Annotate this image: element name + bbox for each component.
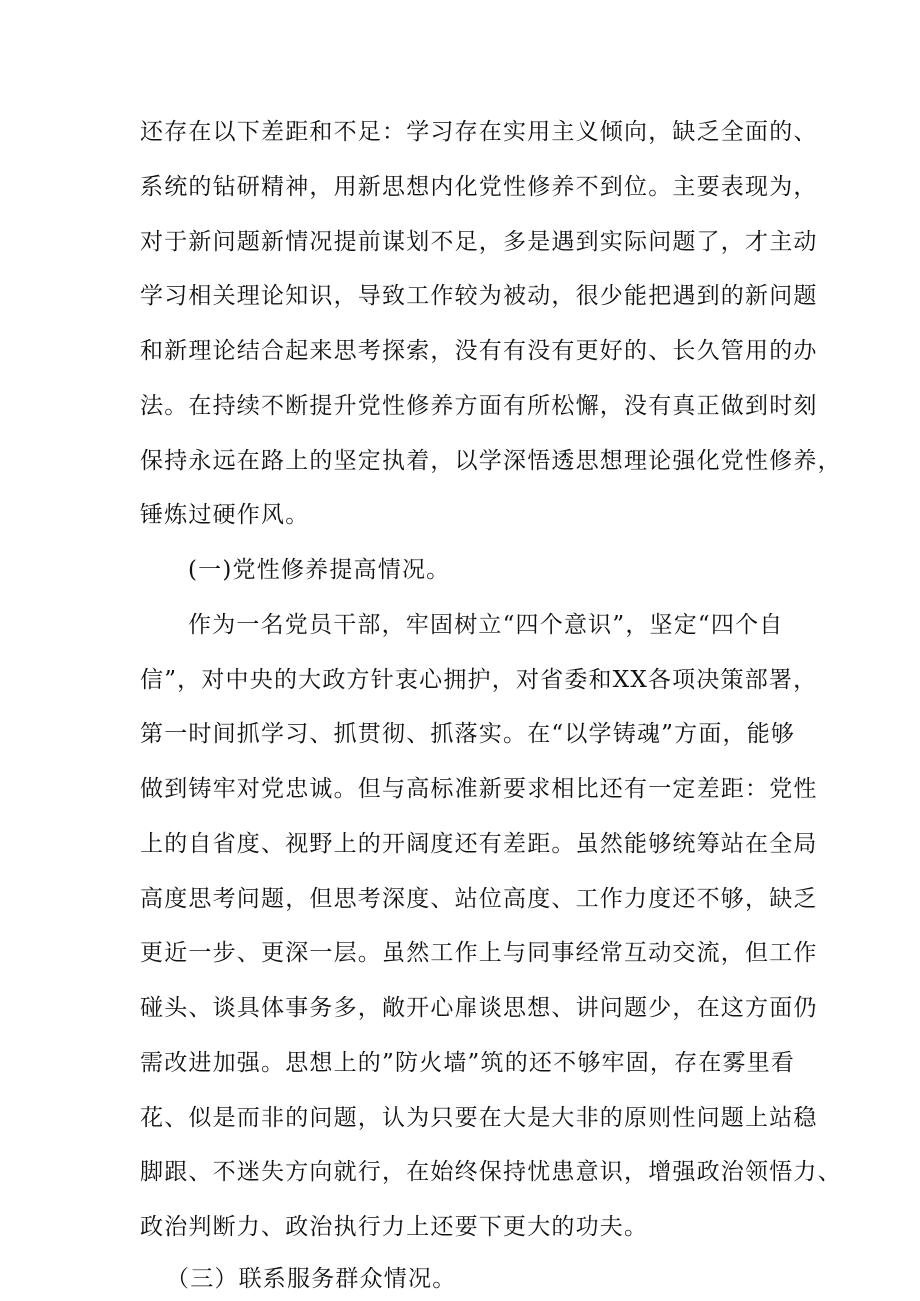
paragraph-2-line-1: 作为一名党员干部，牢固树立“四个意识”，坚定“四个自	[188, 612, 784, 638]
paragraph-2-line-5: 上的自省度、视野上的开阔度还有差距。虽然能够统筹站在全局	[140, 831, 818, 857]
section-heading-1: (一)党性修养提高情况。	[188, 557, 451, 583]
paragraph-2-line-3: 第一时间抓学习、抓贯彻、抓落实。在“以学铸魂”方面，能够	[140, 721, 796, 747]
paragraph-1-line-6: 法。在持续不断提升党性修养方面有所松懈，没有真正做到时刻	[140, 393, 818, 419]
paragraph-1-line-7: 保持永远在路上的坚定执着，以学深悟透思想理论强化党性修养，	[140, 448, 842, 474]
paragraph-2-line-9: 需改进加强。思想上的”防火墙”筑的还不够牢固，存在雾里看	[140, 1050, 796, 1076]
paragraph-1-line-2: 系统的钻研精神，用新思想内化党性修养不到位。主要表现为，	[140, 174, 818, 200]
paragraph-1-line-5: 和新理论结合起来思考探索，没有有没有更好的、长久管用的办	[140, 338, 818, 364]
paragraph-2-line-8: 碰头、谈具体事务多，敞开心扉谈思想、讲问题少，在这方面仍	[140, 995, 818, 1021]
paragraph-2-line-6: 高度思考问题，但思考深度、站位高度、工作力度还不够，缺乏	[140, 886, 818, 912]
paragraph-1-line-8: 锤炼过硬作风。	[140, 502, 310, 528]
section-heading-3: （三）联系服务群众情况。	[166, 1266, 457, 1292]
paragraph-2-line-7: 更近一步、更深一层。虽然工作上与同事经常互动交流，但工作	[140, 940, 818, 966]
paragraph-2-line-4: 做到铸牢对党忠诚。但与高标准新要求相比还有一定差距：党性	[140, 776, 818, 802]
paragraph-2-line-11: 脚跟、不迷失方向就行，在始终保持忧患意识，增强政治领悟力、	[140, 1159, 842, 1185]
paragraph-1-line-1: 还存在以下差距和不足：学习存在实用主义倾向，缺乏全面的、	[140, 119, 818, 145]
paragraph-2-line-10: 花、似是而非的问题，认为只要在大是大非的原则性问题上站稳	[140, 1105, 818, 1131]
paragraph-1-line-4: 学习相关理论知识，导致工作较为被动，很少能把遇到的新问题	[140, 283, 818, 309]
paragraph-2-line-2: 信”，对中央的大政方针衷心拥护，对省委和XX各项决策部署，	[140, 667, 818, 693]
paragraph-1-line-3: 对于新问题新情况提前谋划不足，多是遇到实际问题了，才主动	[140, 229, 818, 255]
paragraph-2-line-12: 政治判断力、政治执行力上还要下更大的功夫。	[140, 1214, 649, 1240]
